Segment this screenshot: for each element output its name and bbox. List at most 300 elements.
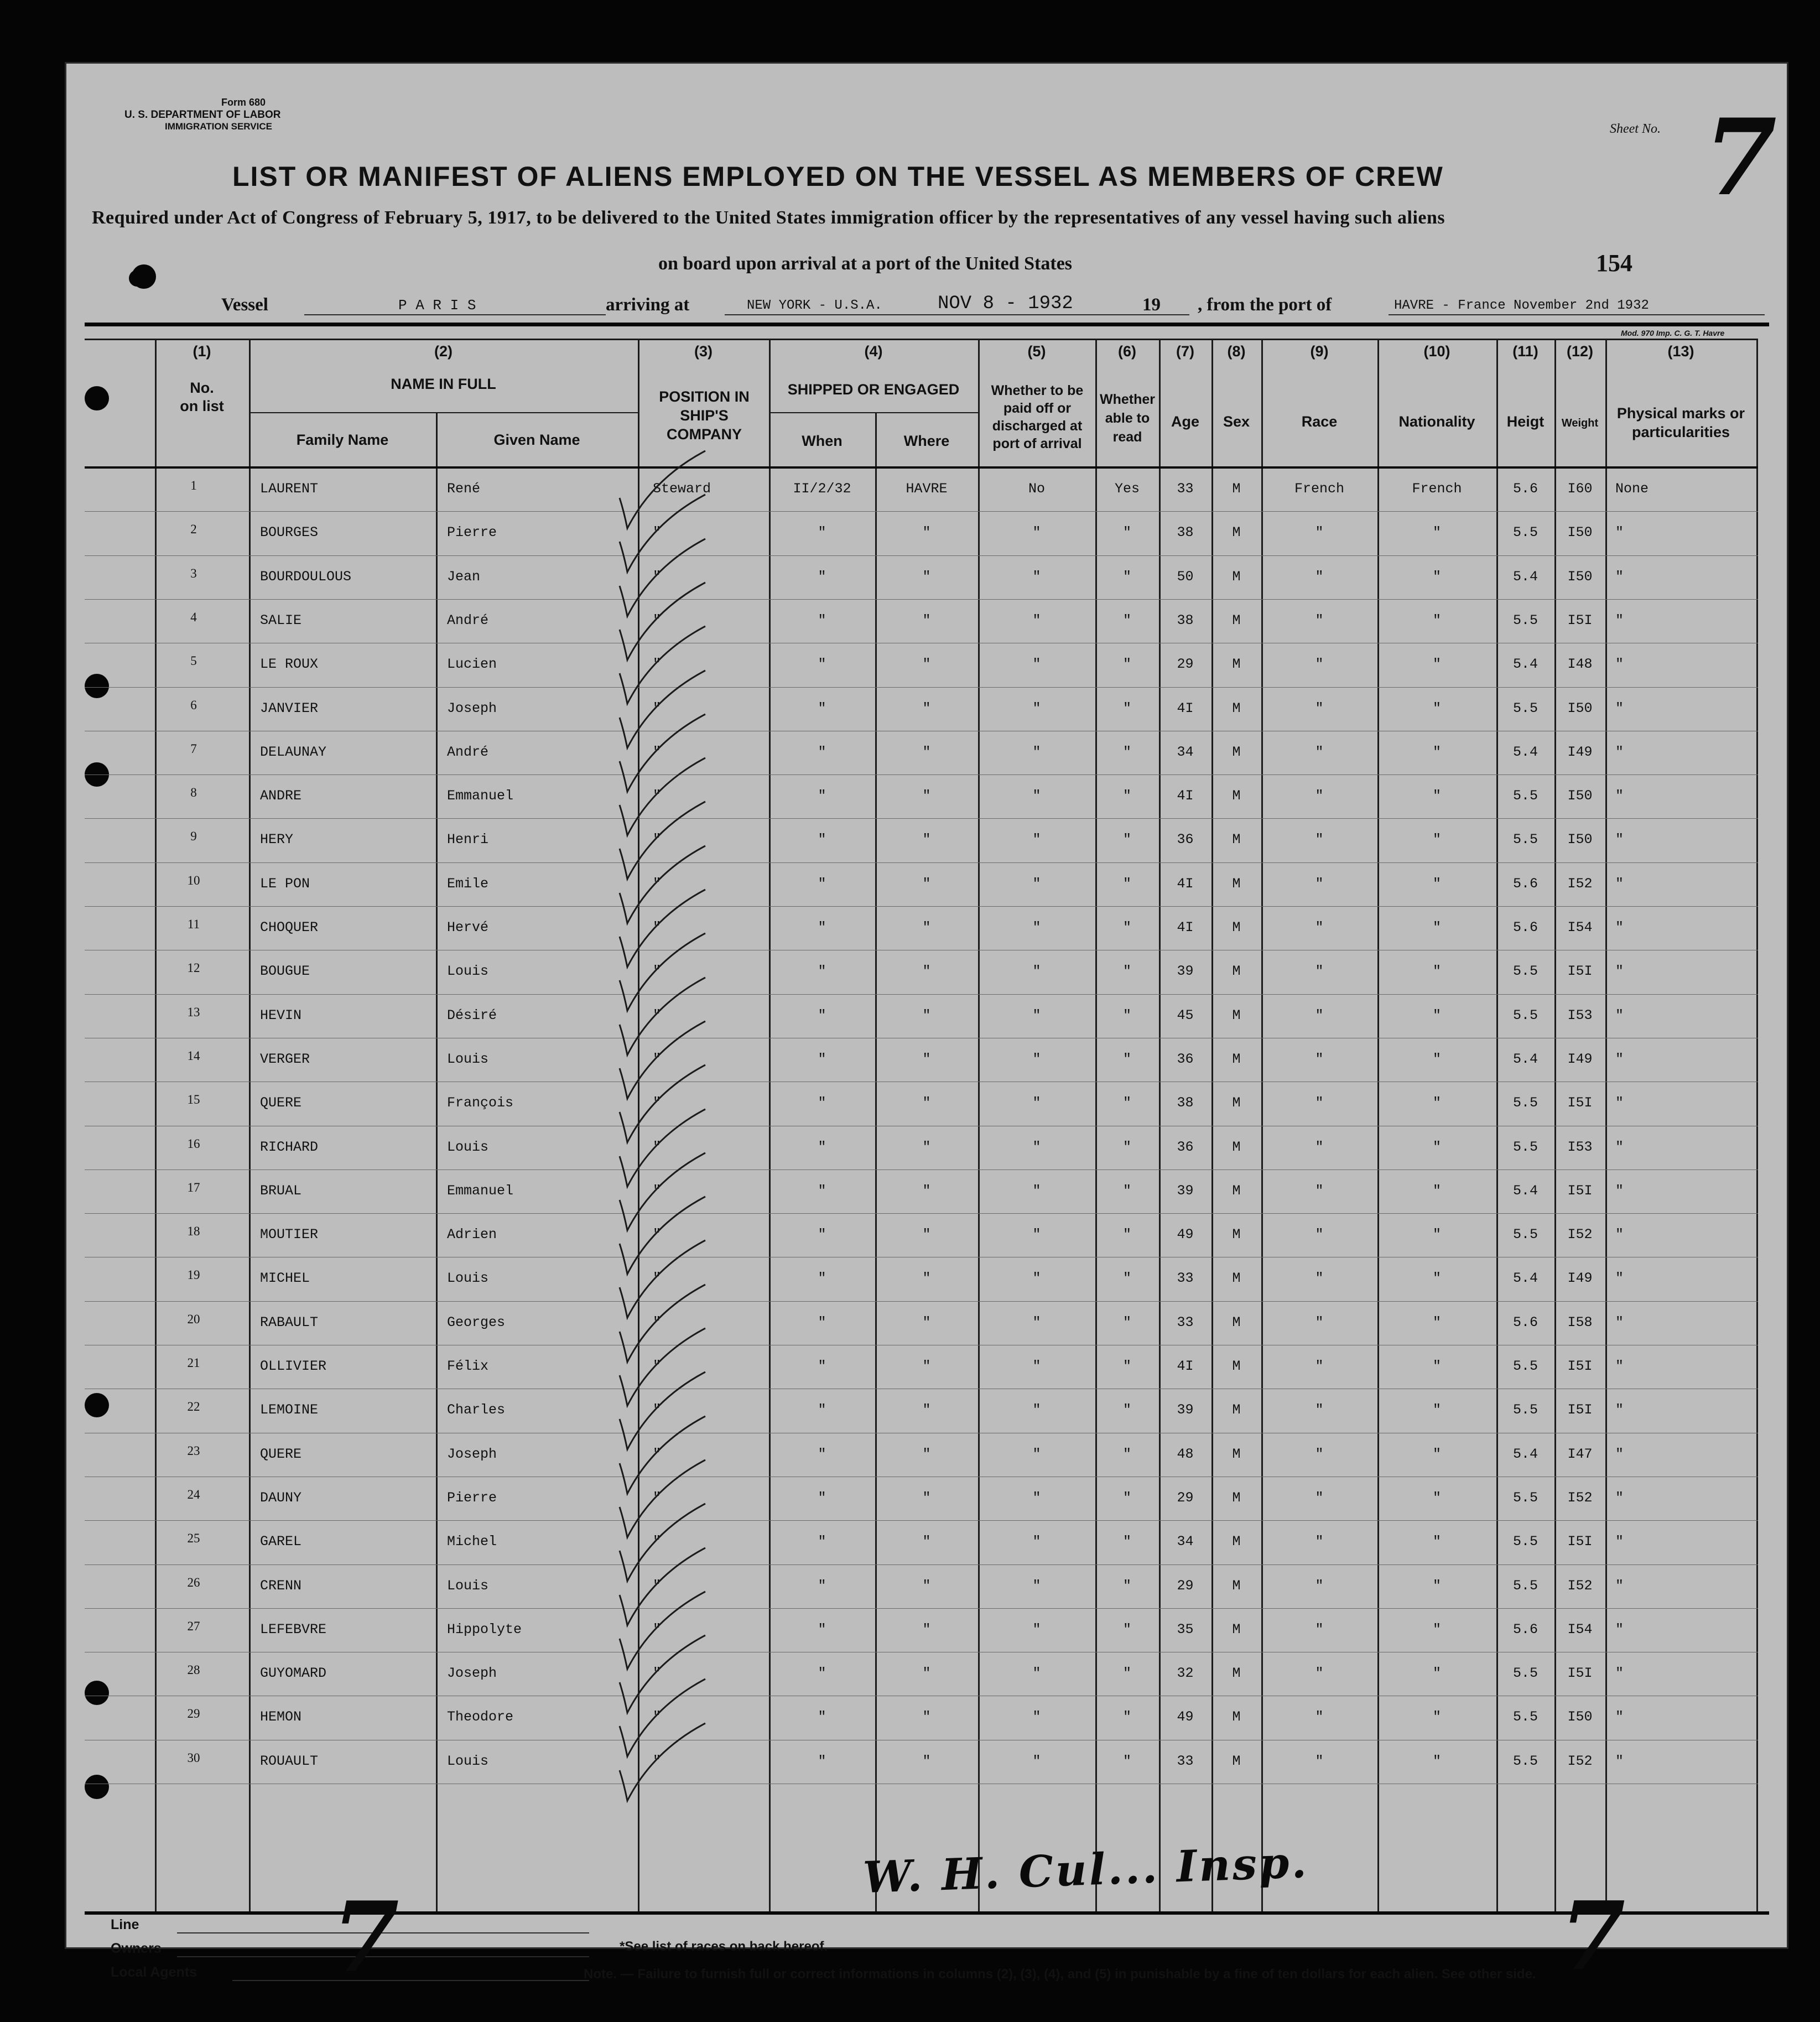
height-cell: 5.5 [1512, 612, 1538, 628]
physical-marks-cell: " [1615, 700, 1624, 716]
given-name-cell: Henri [447, 831, 489, 848]
height-cell: 5.5 [1512, 963, 1538, 979]
races-note: *See list of races on back hereof. [620, 1939, 828, 1954]
nationality-cell: " [1432, 1007, 1441, 1023]
given-name-cell: Pierre [447, 524, 497, 540]
position-header: POSITION IN SHIP'S COMPANY [659, 388, 750, 443]
port-label: , from the port of [1198, 295, 1332, 315]
paid-off-cell: " [1032, 1051, 1041, 1067]
table-row [66, 1038, 1787, 1082]
shipped-where-cell: " [922, 1621, 931, 1638]
shipped-where-cell: " [922, 1709, 931, 1725]
table-row [66, 1257, 1787, 1301]
nationality-cell: " [1432, 1578, 1441, 1594]
family-name-cell: BRUAL [260, 1183, 302, 1199]
sex-cell: M [1232, 1402, 1241, 1418]
shipped-when-cell: " [818, 1534, 826, 1550]
row-number-cell: 24 [187, 1488, 200, 1501]
family-name-header: Family Name [296, 432, 389, 448]
paid-off-cell: " [1032, 963, 1041, 979]
row-number-cell: 6 [190, 698, 197, 712]
physical-marks-cell: " [1615, 1007, 1624, 1023]
physical-marks-cell: " [1615, 1226, 1624, 1243]
age-cell: 39 [1177, 963, 1194, 979]
col1-header: No. on list [180, 380, 224, 414]
row-number-cell: 17 [187, 1181, 200, 1194]
position-cell: " [653, 1402, 662, 1418]
when-header: When [802, 433, 843, 449]
shipped-where-cell: HAVRE [906, 481, 948, 497]
position-cell: " [653, 612, 662, 628]
paid-off-cell: " [1032, 1753, 1041, 1769]
able-to-read-cell: " [1122, 1753, 1131, 1769]
vessel-label: Vessel [221, 295, 268, 315]
paid-off-cell: " [1032, 1446, 1041, 1462]
local-agents-label: Local Agents [111, 1964, 197, 1980]
given-name-cell: Joseph [447, 1446, 497, 1462]
table-row [66, 994, 1787, 1038]
given-name-cell: Emile [447, 876, 489, 892]
nationality-cell: " [1432, 1270, 1441, 1286]
height-cell: 5.5 [1512, 1402, 1538, 1418]
age-cell: 38 [1177, 612, 1194, 628]
row-number-cell: 9 [190, 829, 197, 843]
race-cell: " [1315, 1709, 1324, 1725]
physical-marks-cell: " [1615, 524, 1624, 540]
shipped-when-cell: " [818, 831, 826, 848]
subtitle-line1: Required under Act of Congress of February 5, 1917, to be delivered to the United States immigration officer by the representatives of any vessel having such aliens [92, 207, 1445, 228]
given-name-cell: Louis [447, 963, 489, 979]
row-number-cell: 23 [187, 1444, 200, 1458]
nationality-cell: " [1432, 1402, 1441, 1418]
table-row [66, 1477, 1787, 1520]
shipped-when-cell: " [818, 1183, 826, 1199]
table-row [66, 862, 1787, 906]
family-name-cell: MICHEL [260, 1270, 310, 1286]
local-agents-fill [232, 1980, 589, 1981]
weight-cell: I5I [1567, 1358, 1593, 1374]
arriving-label: arriving at [606, 295, 690, 315]
shipped-where-cell: " [922, 1490, 931, 1506]
shipped-when-cell: " [818, 876, 826, 892]
paid-off-cell: " [1032, 1402, 1041, 1418]
row-number-cell: 21 [187, 1356, 200, 1370]
physical-marks-cell: " [1615, 876, 1624, 892]
shipped-when-cell: " [818, 700, 826, 716]
height-cell: 5.6 [1512, 1314, 1538, 1330]
able-to-read-cell: " [1122, 1621, 1131, 1638]
line-label: Line [111, 1917, 139, 1932]
paid-off-cell: " [1032, 569, 1041, 585]
sex-cell: M [1232, 963, 1241, 979]
sex-cell: M [1232, 1490, 1241, 1506]
year-label: 19 [1142, 295, 1161, 315]
physical-marks-cell: " [1615, 1578, 1624, 1594]
position-cell: Steward [653, 481, 711, 497]
col12-number: (12) [1566, 343, 1593, 360]
family-name-cell: QUERE [260, 1095, 302, 1111]
given-name-cell: Jean [447, 569, 481, 585]
family-name-cell: LE ROUX [260, 656, 319, 672]
able-to-read-cell: " [1122, 1226, 1131, 1243]
shipped-when-cell: " [818, 1051, 826, 1067]
family-name-cell: BOURDOULOUS [260, 569, 352, 585]
shipped-where-cell: " [922, 963, 931, 979]
age-cell: 4I [1177, 1358, 1194, 1374]
height-cell: 5.5 [1512, 700, 1538, 716]
race-cell: French [1294, 481, 1344, 497]
shipped-header: SHIPPED OR ENGAGED [787, 381, 960, 398]
family-name-cell: LE PON [260, 876, 310, 892]
shipped-when-cell: " [818, 612, 826, 628]
family-name-cell: ANDRE [260, 788, 302, 804]
row-number-cell: 8 [190, 786, 197, 799]
position-cell: " [653, 788, 662, 804]
able-to-read-cell: " [1122, 1314, 1131, 1330]
shipped-when-cell: " [818, 788, 826, 804]
table-row [66, 555, 1787, 599]
shipped-where-cell: " [922, 1051, 931, 1067]
physical-marks-cell: None [1615, 481, 1649, 497]
physical-marks-cell: " [1615, 1621, 1624, 1638]
shipped-where-cell: " [922, 919, 931, 935]
col7-number: (7) [1176, 343, 1194, 360]
position-cell: " [653, 1270, 662, 1286]
physical-marks-cell: " [1615, 1139, 1624, 1155]
given-name-cell: Félix [447, 1358, 489, 1374]
weight-cell: I53 [1567, 1007, 1593, 1023]
height-cell: 5.5 [1512, 1226, 1538, 1243]
row-number-cell: 13 [187, 1005, 200, 1019]
given-name-cell: Louis [447, 1139, 489, 1155]
marks-header: Physical marks or particularities [1616, 405, 1745, 440]
position-cell: " [653, 1621, 662, 1638]
race-cell: " [1315, 656, 1324, 672]
age-cell: 45 [1177, 1007, 1194, 1023]
weight-cell: I5I [1567, 1402, 1593, 1418]
sex-cell: M [1232, 1753, 1241, 1769]
given-name-cell: Hervé [447, 919, 489, 935]
height-cell: 5.4 [1512, 1051, 1538, 1067]
physical-marks-cell: " [1615, 1534, 1624, 1550]
age-cell: 38 [1177, 1095, 1194, 1111]
tally-right: 7 [1560, 1881, 1626, 1992]
shipped-where-cell: " [922, 1358, 931, 1374]
able-to-read-cell: " [1122, 1402, 1131, 1418]
nationality-cell: " [1432, 1314, 1441, 1330]
table-row [66, 1433, 1787, 1477]
weight-cell: I5I [1567, 963, 1593, 979]
given-name-cell: Désiré [447, 1007, 497, 1023]
shipped-where-cell: " [922, 1226, 931, 1243]
row-number-cell: 26 [187, 1576, 200, 1589]
physical-marks-cell: " [1615, 569, 1624, 585]
owners-label: Owners [111, 1941, 162, 1956]
table-row [66, 1169, 1787, 1213]
age-cell: 4I [1177, 700, 1194, 716]
able-to-read-cell: " [1122, 1358, 1131, 1374]
paid-off-cell: " [1032, 1139, 1041, 1155]
race-cell: " [1315, 831, 1324, 848]
family-name-cell: DELAUNAY [260, 744, 327, 760]
col10-number: (10) [1423, 343, 1450, 360]
shipped-where-cell: " [922, 1402, 931, 1418]
able-to-read-cell: " [1122, 831, 1131, 848]
age-cell: 39 [1177, 1183, 1194, 1199]
position-cell: " [653, 656, 662, 672]
family-name-cell: ROUAULT [260, 1753, 319, 1769]
nationality-cell: " [1432, 1534, 1441, 1550]
age-header: Age [1171, 413, 1199, 430]
physical-marks-cell: " [1615, 963, 1624, 979]
sex-cell: M [1232, 1051, 1241, 1067]
weight-cell: I48 [1567, 656, 1593, 672]
shipped-where-cell: " [922, 1578, 931, 1594]
nationality-cell: " [1432, 876, 1441, 892]
age-cell: 4I [1177, 876, 1194, 892]
family-name-cell: RABAULT [260, 1314, 319, 1330]
row-number-cell: 5 [190, 654, 197, 668]
height-cell: 5.4 [1512, 1270, 1538, 1286]
nationality-cell: " [1432, 1709, 1441, 1725]
race-cell: " [1315, 1270, 1324, 1286]
row-number-cell: 15 [187, 1093, 200, 1106]
arrival-date-stamp: NOV 8 - 1932 [938, 293, 1073, 314]
height-cell: 5.5 [1512, 1753, 1538, 1769]
height-cell: 5.5 [1512, 1095, 1538, 1111]
col8-number: (8) [1227, 343, 1246, 360]
height-cell: 5.4 [1512, 1446, 1538, 1462]
height-cell: 5.4 [1512, 744, 1538, 760]
row-number-cell: 10 [187, 874, 200, 887]
row-number-cell: 1 [190, 479, 197, 492]
given-name-cell: Georges [447, 1314, 506, 1330]
departure-port: HAVRE - France November 2nd 1932 [1394, 298, 1649, 313]
position-cell: " [653, 1665, 662, 1681]
position-cell: " [653, 1709, 662, 1725]
read-header: Whether able to read [1100, 392, 1155, 445]
shipped-when-cell: II/2/32 [793, 481, 851, 497]
given-name-cell: Emmanuel [447, 788, 514, 804]
age-cell: 33 [1177, 1270, 1194, 1286]
weight-cell: I52 [1567, 1226, 1593, 1243]
race-cell: " [1315, 700, 1324, 716]
position-cell: " [653, 963, 662, 979]
row-number-cell: 7 [190, 742, 197, 756]
shipped-where-cell: " [922, 1139, 931, 1155]
race-cell: " [1315, 919, 1324, 935]
family-name-cell: HEVIN [260, 1007, 302, 1023]
race-cell: " [1315, 1665, 1324, 1681]
given-name-cell: Pierre [447, 1490, 497, 1506]
shipped-where-cell: " [922, 876, 931, 892]
sex-cell: M [1232, 876, 1241, 892]
position-cell: " [653, 876, 662, 892]
sex-cell: M [1232, 1139, 1241, 1155]
sex-cell: M [1232, 569, 1241, 585]
family-name-cell: GUYOMARD [260, 1665, 327, 1681]
sex-cell: M [1232, 1007, 1241, 1023]
able-to-read-cell: " [1122, 656, 1131, 672]
col1-number: (1) [193, 343, 211, 360]
sheet-number: 7 [1704, 96, 1777, 219]
position-cell: " [653, 919, 662, 935]
shipped-when-cell: " [818, 1578, 826, 1594]
position-cell: " [653, 1183, 662, 1199]
paid-off-cell: " [1032, 876, 1041, 892]
nationality-cell: " [1432, 788, 1441, 804]
weight-header: Weight [1561, 417, 1599, 429]
age-cell: 36 [1177, 1051, 1194, 1067]
age-cell: 4I [1177, 919, 1194, 935]
given-name-cell: Louis [447, 1753, 489, 1769]
physical-marks-cell: " [1615, 1402, 1624, 1418]
nationality-cell: " [1432, 1139, 1441, 1155]
race-cell: " [1315, 1051, 1324, 1067]
table-row [66, 599, 1787, 643]
age-cell: 39 [1177, 1402, 1194, 1418]
table-row [66, 1696, 1787, 1739]
given-name-cell: Michel [447, 1534, 497, 1550]
sex-cell: M [1232, 788, 1241, 804]
paid-off-cell: " [1032, 1270, 1041, 1286]
able-to-read-cell: " [1122, 1270, 1131, 1286]
able-to-read-cell: " [1122, 1578, 1131, 1594]
weight-cell: I52 [1567, 1578, 1593, 1594]
nationality-cell: " [1432, 612, 1441, 628]
age-cell: 36 [1177, 1139, 1194, 1155]
page-title: LIST OR MANIFEST OF ALIENS EMPLOYED ON THE VESSEL AS MEMBERS OF CREW [232, 161, 1444, 192]
department-name: U. S. DEPARTMENT OF LABOR [124, 109, 281, 121]
col5-number: (5) [1027, 343, 1046, 360]
height-cell: 5.5 [1512, 1139, 1538, 1155]
family-name-cell: RICHARD [260, 1139, 319, 1155]
given-name-header: Given Name [493, 432, 580, 448]
family-name-cell: LAURENT [260, 481, 319, 497]
height-cell: 5.5 [1512, 1534, 1538, 1550]
weight-cell: I50 [1567, 831, 1593, 848]
height-cell: 5.6 [1512, 876, 1538, 892]
race-cell: " [1315, 612, 1324, 628]
physical-marks-cell: " [1615, 1709, 1624, 1725]
nationality-header: Nationality [1398, 413, 1475, 430]
row-number-cell: 28 [187, 1663, 200, 1677]
age-cell: 50 [1177, 569, 1194, 585]
family-name-cell: LEFEBVRE [260, 1621, 327, 1638]
weight-cell: I5I [1567, 1534, 1593, 1550]
sheet-label: Sheet No. [1610, 122, 1661, 136]
shipped-where-cell: " [922, 744, 931, 760]
age-cell: 35 [1177, 1621, 1194, 1638]
weight-cell: I5I [1567, 1095, 1593, 1111]
table-row [66, 731, 1787, 775]
sex-cell: M [1232, 481, 1241, 497]
shipped-where-cell: " [922, 612, 931, 628]
height-cell: 5.5 [1512, 1665, 1538, 1681]
age-cell: 36 [1177, 831, 1194, 848]
sex-cell: M [1232, 1446, 1241, 1462]
sex-cell: M [1232, 831, 1241, 848]
race-cell: " [1315, 876, 1324, 892]
physical-marks-cell: " [1615, 1270, 1624, 1286]
shipped-when-cell: " [818, 1621, 826, 1638]
weight-cell: I54 [1567, 919, 1593, 935]
paid-off-cell: " [1032, 1621, 1041, 1638]
given-name-cell: Emmanuel [447, 1183, 514, 1199]
race-cell: " [1315, 1534, 1324, 1550]
position-cell: " [653, 1534, 662, 1550]
age-cell: 32 [1177, 1665, 1194, 1681]
paid-off-header: Whether to be paid off or discharged at port of arrival [991, 383, 1084, 451]
check-mark-icon [614, 1718, 719, 1784]
able-to-read-cell: " [1122, 700, 1131, 716]
weight-cell: I50 [1567, 1709, 1593, 1725]
sex-cell: M [1232, 1183, 1241, 1199]
physical-marks-cell: " [1615, 1665, 1624, 1681]
paid-off-cell: " [1032, 1007, 1041, 1023]
position-cell: " [653, 1314, 662, 1330]
weight-cell: I49 [1567, 744, 1593, 760]
table-row [66, 1608, 1787, 1652]
age-cell: 34 [1177, 1534, 1194, 1550]
height-cell: 5.6 [1512, 1621, 1538, 1638]
given-name-cell: André [447, 744, 489, 760]
tally-left: 7 [332, 1881, 399, 1994]
col2-number: (2) [434, 343, 453, 360]
physical-marks-cell: " [1615, 612, 1624, 628]
paid-off-cell: " [1032, 612, 1041, 628]
weight-cell: I50 [1567, 569, 1593, 585]
col6-number: (6) [1118, 343, 1136, 360]
height-cell: 5.5 [1512, 1709, 1538, 1725]
row-number-cell: 4 [190, 610, 197, 624]
position-cell: " [653, 1095, 662, 1111]
arriving-port: NEW YORK - U.S.A. [747, 298, 882, 313]
position-cell: " [653, 1753, 662, 1769]
race-cell: " [1315, 1578, 1324, 1594]
family-name-cell: HEMON [260, 1709, 302, 1725]
table-row [66, 687, 1787, 731]
sex-cell: M [1232, 1578, 1241, 1594]
position-cell: " [653, 1051, 662, 1067]
shipped-where-cell: " [922, 524, 931, 540]
paid-off-cell: " [1032, 656, 1041, 672]
paid-off-cell: " [1032, 788, 1041, 804]
able-to-read-cell: " [1122, 524, 1131, 540]
paid-off-cell: " [1032, 1578, 1041, 1594]
shipped-when-cell: " [818, 1753, 826, 1769]
family-name-cell: JANVIER [260, 700, 319, 716]
nationality-cell: " [1432, 1621, 1441, 1638]
shipped-where-cell: " [922, 569, 931, 585]
shipped-where-cell: " [922, 1314, 931, 1330]
paid-off-cell: " [1032, 1709, 1041, 1725]
weight-cell: I49 [1567, 1051, 1593, 1067]
height-cell: 5.5 [1512, 1490, 1538, 1506]
nationality-cell: " [1432, 1358, 1441, 1374]
family-name-cell: SALIE [260, 612, 302, 628]
height-cell: 5.6 [1512, 481, 1538, 497]
paid-off-cell: " [1032, 1226, 1041, 1243]
age-cell: 33 [1177, 481, 1194, 497]
able-to-read-cell: " [1122, 788, 1131, 804]
family-name-cell: GAREL [260, 1534, 302, 1550]
shipped-where-cell: " [922, 1446, 931, 1462]
row-number-cell: 11 [187, 917, 200, 931]
physical-marks-cell: " [1615, 744, 1624, 760]
nationality-cell: " [1432, 700, 1441, 716]
given-name-cell: Theodore [447, 1709, 514, 1725]
